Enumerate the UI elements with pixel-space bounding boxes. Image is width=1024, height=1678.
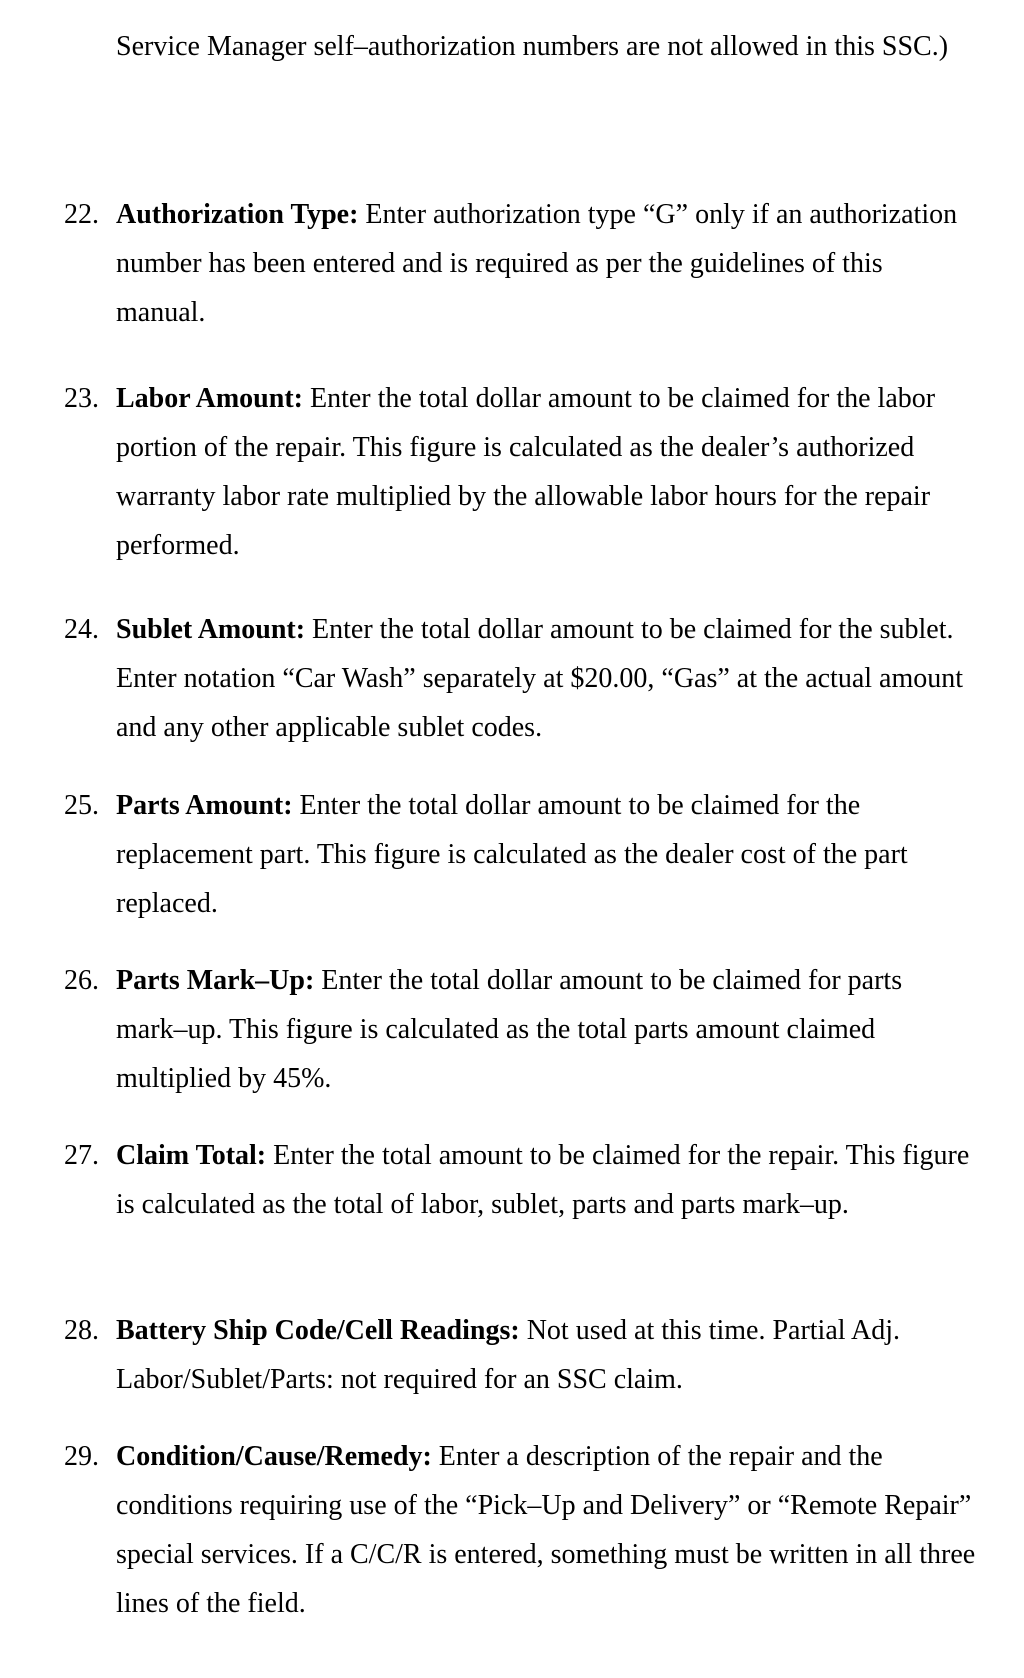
item-term: Authorization Type: xyxy=(116,199,359,230)
item-body xyxy=(116,190,978,337)
item-body xyxy=(116,374,978,570)
item-number: 22. xyxy=(64,199,99,230)
item-term: Parts Amount: xyxy=(116,790,293,821)
item-number: 23. xyxy=(64,383,99,414)
item-text: Enter the total dollar amount to be claimed for the labor portion of the repair. This figure is calculated as the dealer’s authorized warranty labor rate multiplied by the allowable labor hours for the repair performed. xyxy=(116,383,936,561)
item-body xyxy=(116,605,978,752)
item-text: Not used at this time. Partial Adj. Labor/Sublet/Parts: not required for an SSC claim. xyxy=(116,1315,900,1395)
item-number: 29. xyxy=(64,1441,99,1472)
item-number: 26. xyxy=(64,965,99,996)
item-text: Enter the total dollar amount to be claimed for parts mark–up. This figure is calculated as the total parts amount claimed multiplied by 45%. xyxy=(116,965,903,1094)
item-body xyxy=(116,1306,978,1404)
continued-paragraph: Service Manager self–authorization numbers are not allowed in this SSC.) xyxy=(116,31,949,62)
item-term: Labor Amount: xyxy=(116,383,303,414)
item-number: 28. xyxy=(64,1315,99,1346)
item-number: 24. xyxy=(64,614,99,645)
item-text: Enter a description of the repair and the conditions requiring use of the “Pick–Up and Delivery” or “Remote Repair” special services. If a C/C/R is entered, something must be written in all three lines of the field. xyxy=(116,1441,976,1619)
item-number: 25. xyxy=(64,790,99,821)
item-term: Battery Ship Code/Cell Readings: xyxy=(116,1315,520,1346)
item-text: Enter authorization type “G” only if an authorization number has been entered and is required as per the guidelines of this manual. xyxy=(116,199,958,328)
item-number: 27. xyxy=(64,1140,99,1171)
item-body xyxy=(116,1131,978,1229)
item-body xyxy=(116,956,978,1103)
item-body xyxy=(116,781,978,928)
item-term: Parts Mark–Up: xyxy=(116,965,315,996)
item-body xyxy=(116,1432,978,1628)
item-term: Sublet Amount: xyxy=(116,614,306,645)
item-text: Enter the total amount to be claimed for the repair. This figure is calculated as the total of labor, sublet, parts and parts mark–up. xyxy=(116,1140,970,1220)
item-text: Enter the total dollar amount to be claimed for the sublet. Enter notation “Car Wash” separately at $20.00, “Gas” at the actual amount and any other applicable sublet codes. xyxy=(116,614,964,743)
item-term: Claim Total: xyxy=(116,1140,267,1171)
item-term: Condition/Cause/Remedy: xyxy=(116,1441,432,1472)
item-text: Enter the total dollar amount to be claimed for the replacement part. This figure is calculated as the dealer cost of the part replaced. xyxy=(116,790,908,919)
